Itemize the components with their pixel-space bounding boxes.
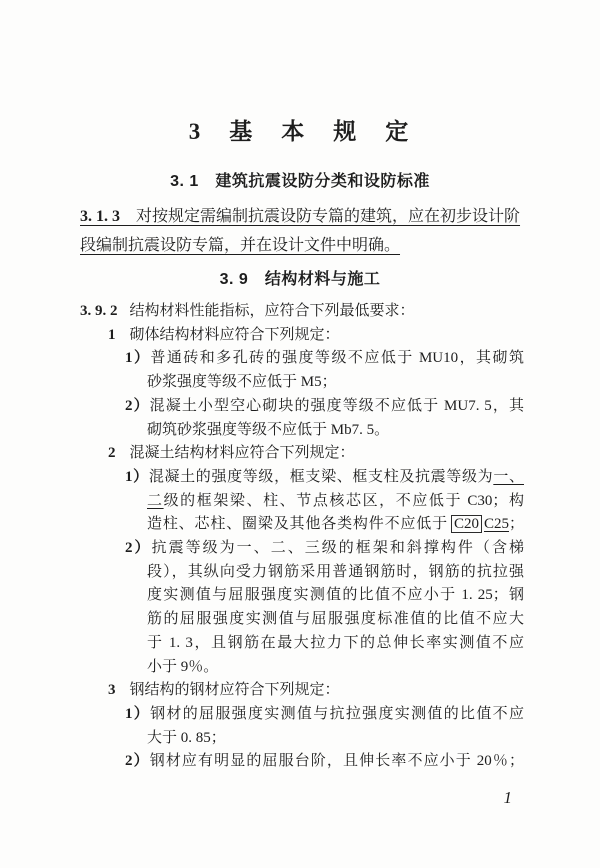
body-line	[80, 727, 524, 751]
item-number: 3	[108, 682, 116, 699]
section-heading-3-9: 3. 9 结构材料与施工	[219, 271, 381, 288]
body-line	[80, 632, 524, 656]
body-text: 级的框架梁、柱、节点核芯区，不应低于 C30；构	[163, 492, 524, 509]
body-text: 结构材料性能指标，应符合下列最低要求：	[129, 303, 415, 319]
body-line	[80, 300, 524, 324]
chapter-title: 3 基 本 规 定	[188, 119, 412, 144]
body-line	[80, 419, 524, 443]
body-text: 度实测值与屈服强度实测值的比值不应小于 1. 25；钢	[147, 587, 524, 604]
body-line	[80, 442, 524, 466]
clause-3-1-3-number: 3. 1. 3	[80, 208, 137, 225]
body-line	[80, 347, 524, 371]
body-text: 钢材应有明显的屈服台阶，且伸长率不应小于 20％；	[149, 753, 524, 770]
body-text: 钢材的屈服强度实测值与抗拉强度实测值的比值不应	[150, 705, 524, 722]
page-number: 1	[503, 788, 512, 807]
body-line	[80, 656, 524, 680]
body-text: 钢结构的钢材应符合下列规定：	[129, 682, 340, 699]
body-line	[80, 679, 524, 703]
clause-3-9-2-body	[0, 300, 600, 774]
body-line	[80, 513, 524, 537]
inserted-text-underline: 一、	[493, 468, 524, 485]
body-text: 于 1. 3，且钢筋在最大拉力下的总伸长率实测值不应	[147, 634, 524, 651]
body-text: 混凝土结构材料应符合下列规定：	[129, 445, 355, 462]
subitem-number: 1）	[125, 705, 151, 722]
body-line	[80, 395, 524, 419]
body-text: 混凝土的强度等级，框支梁、框支柱及抗震等级为	[148, 468, 494, 485]
body-line	[80, 608, 524, 632]
body-text: 大于 0. 85；	[147, 729, 226, 746]
body-line	[80, 324, 524, 348]
subitem-number: 1）	[125, 350, 151, 367]
inserted-text-underline: 二	[147, 492, 164, 509]
clause-3-1-3-text-line2: 段编制抗震设防专篇，并在设计文件中明确。	[80, 236, 401, 254]
body-text: 段），其纵向受力钢筋采用普通钢筋时，钢筋的抗拉强	[147, 563, 524, 580]
body-text: 抗震等级为一、二、三级的框架和斜撑构件（含梯	[151, 540, 524, 557]
item-number: 1	[108, 326, 116, 343]
inserted-text-underline: C25	[483, 516, 509, 533]
body-line	[80, 584, 524, 608]
body-line	[80, 537, 524, 561]
clause-number: 3. 9. 2	[80, 303, 118, 319]
section-heading-3-1: 3. 1 建筑抗震设防分类和设防标准	[170, 173, 430, 190]
body-text: 小于 9％。	[147, 658, 219, 675]
body-text: 砌体结构材料应符合下列规定：	[129, 326, 340, 343]
subitem-number: 2）	[125, 397, 150, 414]
body-line	[80, 750, 524, 774]
body-text: 砌筑砂浆强度等级不应低于 Mb7. 5。	[147, 421, 390, 438]
body-line	[80, 371, 524, 395]
subitem-number: 2）	[125, 540, 152, 557]
subitem-number: 2）	[125, 753, 150, 770]
body-text: ；	[508, 516, 524, 533]
body-text: 混凝土小型空心砌块的强度等级不应低于 MU7. 5，其	[149, 397, 524, 414]
body-text: 筋的屈服强度实测值与屈服强度标准值的比值不应大	[147, 611, 524, 628]
clause-3-1-3-text-line1: 对按规定需编制抗震设防专篇的建筑，应在初步设计阶	[136, 208, 521, 225]
body-text: 普通砖和多孔砖的强度等级不应低于 MU10，其砌筑	[150, 350, 524, 367]
subitem-number: 1）	[125, 468, 149, 485]
body-line	[80, 466, 524, 490]
clause-3-1-3	[0, 203, 600, 260]
body-text: 砂浆强度等级不应低于 M5；	[147, 374, 337, 391]
body-line	[80, 490, 524, 514]
body-text: 造柱、芯柱、圈梁及其他各类构件不应低于	[147, 516, 448, 533]
body-line	[80, 561, 524, 585]
item-number: 2	[108, 445, 116, 462]
deleted-text-box: C20	[451, 515, 482, 533]
body-line	[80, 703, 524, 727]
